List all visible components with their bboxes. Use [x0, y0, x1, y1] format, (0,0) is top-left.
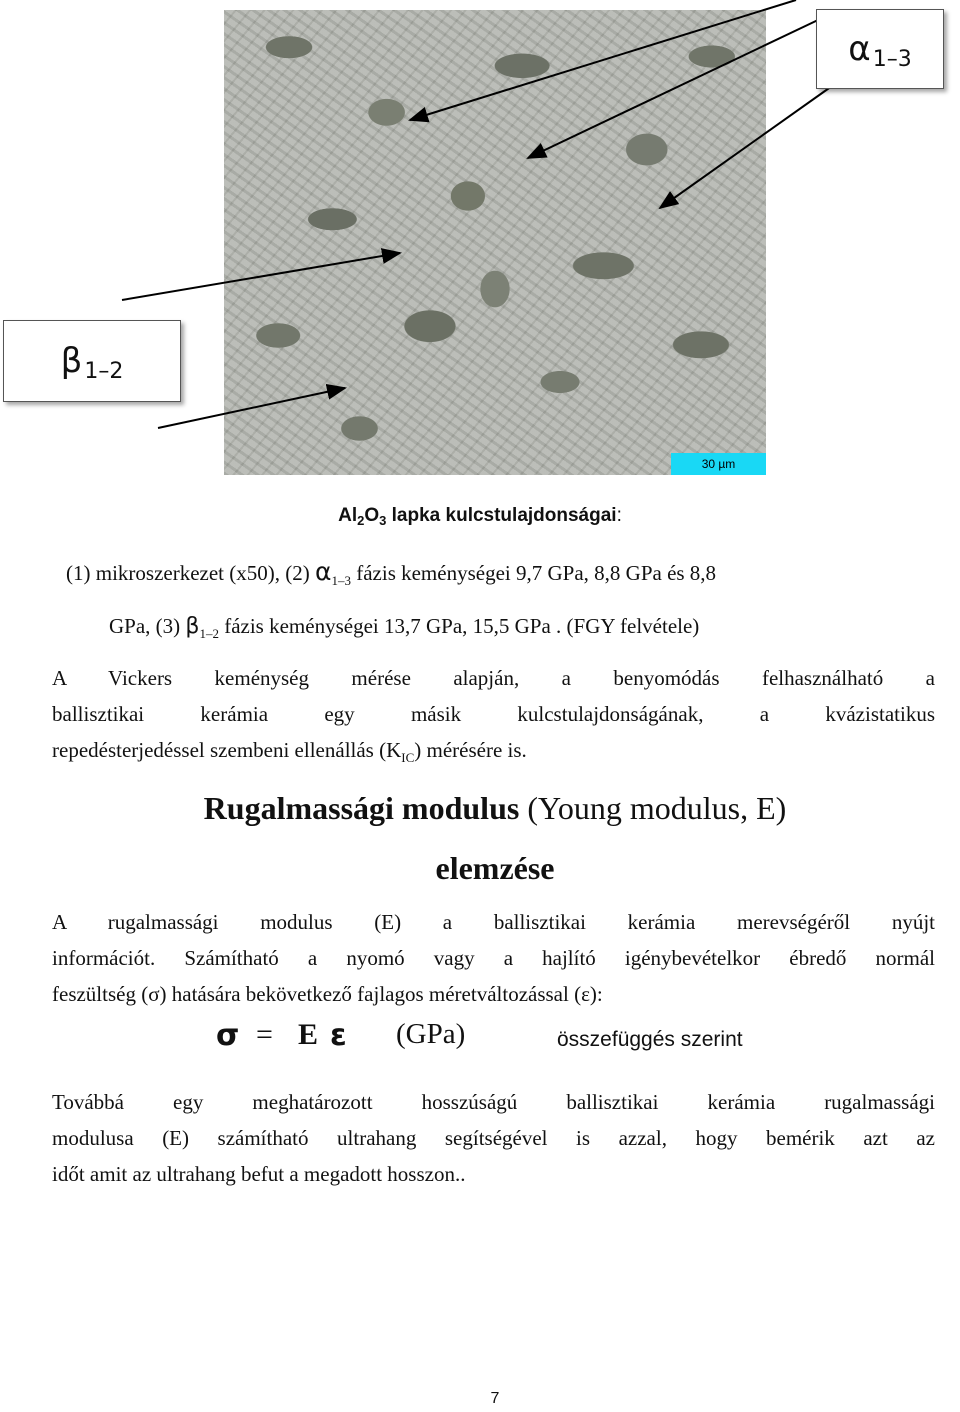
- paragraph-2-line-1: A rugalmassági modulus (E) a ballisztikai kerámia merevségéről nyújt: [52, 910, 935, 934]
- section-title: [0, 790, 960, 827]
- caption-title: [0, 505, 960, 527]
- alpha-symbol: α: [848, 29, 871, 69]
- formula-e: E: [298, 1018, 319, 1051]
- beta-label-box: [3, 320, 181, 402]
- beta-subscript: 1–2: [84, 358, 124, 384]
- formula-equals: =: [256, 1018, 273, 1051]
- alpha-label-box: [816, 9, 944, 89]
- caption-title-sub2: 3: [379, 513, 387, 528]
- caption-title-colon: :: [616, 505, 622, 526]
- paragraph-vickers: [52, 660, 935, 771]
- beta-symbol: β: [60, 341, 83, 381]
- formula-epsilon: ε: [330, 1018, 347, 1053]
- caption-line-1: (1) mikroszerkezet (x50), (2) $\alpha_{1-3}$ fázis keménységei 9,7 GPa, 8,8 GPa és 8,8: [66, 557, 717, 588]
- paragraph-1-line-3: repedésterjedéssel szembeni ellenállás $(K_{IC})$ mérésére is.: [52, 738, 527, 765]
- paragraph-modulus: [52, 904, 935, 1012]
- alpha-subscript: 1–3: [872, 46, 912, 72]
- formula-sigma: σ: [216, 1018, 240, 1053]
- beta-inline-symbol: β: [185, 614, 200, 639]
- caption-title-suffix: lapka kulcstulajdonságai: [386, 505, 617, 526]
- beta-inline-sub: 1–2: [199, 626, 219, 641]
- section-title-line-2: elemzése: [435, 850, 555, 886]
- caption-title-mid: O: [364, 505, 380, 526]
- paragraph-3-line-3: időt amit az ultrahang befut a megadott hosszon..: [52, 1162, 466, 1186]
- section-title-normal: (Young modulus, E): [519, 790, 787, 826]
- micrograph-image: [224, 10, 766, 475]
- page-number: 7: [490, 1390, 500, 1407]
- kic-subscript: IC: [401, 750, 415, 765]
- scale-bar: 30 µm: [671, 453, 766, 475]
- caption-text-2: [109, 608, 929, 647]
- paragraph-2-line-2: információt. Számítható a nyomó vagy a hajlító igénybevételkor ébredő normál: [52, 946, 935, 970]
- caption-text: [66, 554, 926, 594]
- caption-title-prefix: Al: [338, 505, 358, 526]
- caption-title-sub1: 2: [357, 513, 365, 528]
- paragraph-3-line-2: modulusa (E) számítható ultrahang segítségével is azzal, hogy bemérik azt az: [52, 1126, 935, 1150]
- paragraph-2-line-3: feszültség (σ) hatására bekövetkező fajlagos méretváltozással (ε):: [52, 982, 603, 1006]
- formula-note: összefüggés szerint: [557, 1028, 743, 1051]
- paragraph-1-line-2: ballisztikai kerámia egy másik kulcstulajdonságának, a kvázistatikus: [52, 702, 935, 726]
- formula-unit: (GPa): [396, 1018, 466, 1050]
- paragraph-1-line-1: A Vickers keménység mérése alapján, a benyomódás felhasználható a: [52, 666, 935, 690]
- caption-line-2: GPa, (3) $\beta_{1-2}$ fázis keménységei 13,7 GPa, 15,5 GPa . (FGY felvétele): [109, 614, 700, 641]
- alpha-inline-sub: 1–3: [331, 573, 351, 588]
- section-title-bold: Rugalmassági modulus: [203, 790, 520, 826]
- paragraph-3-line-1: Továbbá egy meghatározott hosszúságú ballisztikai kerámia rugalmassági: [52, 1090, 935, 1114]
- paragraph-ultrasound: [52, 1084, 935, 1192]
- alpha-inline-symbol: α: [314, 557, 332, 586]
